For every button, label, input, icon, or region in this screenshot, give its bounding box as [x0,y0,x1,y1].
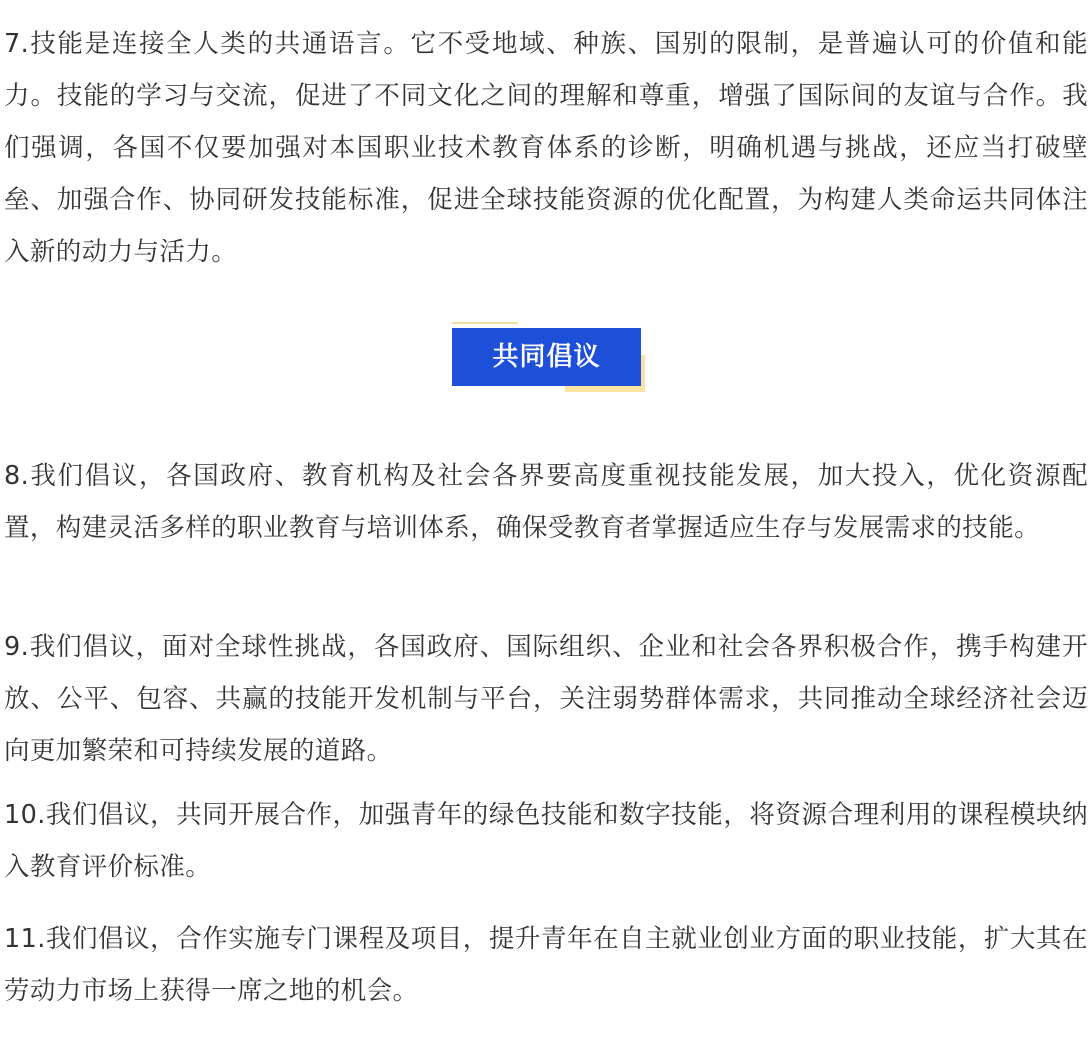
paragraph-8: 8.我们倡议，各国政府、教育机构及社会各界要高度重视技能发展，加大投入，优化资源配置，构建灵活多样的职业教育与培训体系，确保受教育者掌握适应生存与发展需求的技能。 [4,461,1088,543]
paragraph-9: 9.我们倡议，面对全球性挑战，各国政府、国际组织、企业和社会各界积极合作，携手构建开放、公平、包容、共赢的技能开发机制与平台，关注弱势群体需求，共同推动全球经济社会迈向更加繁荣和可持续发展的道路。 [4,632,1088,766]
section-heading [452,322,648,394]
section-heading-label: 共同倡议 [452,328,641,386]
heading-decoration-line [452,322,518,324]
paragraph-10: 10.我们倡议，共同开展合作，加强青年的绿色技能和数字技能，将资源合理利用的课程模块纳入教育评价标准。 [4,800,1088,882]
paragraph-7: 7.技能是连接全人类的共通语言。它不受地域、种族、国别的限制，是普遍认可的价值和能力。技能的学习与交流，促进了不同文化之间的理解和尊重，增强了国际间的友谊与合作。我们强调，各国不仅要加强对本国职业技术教育体系的诊断，明确机遇与挑战，还应当打破壁垒、加强合作、协同研发技能标准，促进全球技能资源的优化配置，为构建人类命运共同体注入新的动力与活力。 [4,29,1088,267]
paragraph-11: 11.我们倡议，合作实施专门课程及项目，提升青年在自主就业创业方面的职业技能，扩大其在劳动力市场上获得一席之地的机会。 [4,924,1088,1006]
